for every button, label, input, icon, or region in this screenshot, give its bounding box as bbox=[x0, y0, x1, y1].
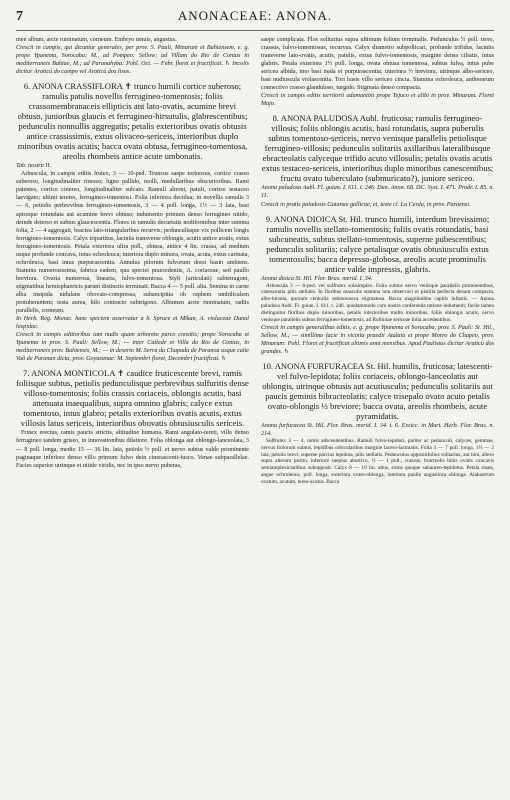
species-heading: 9. ANONA DIOICA St. Hil. trunco humili, interdum brevissimo; ramulis novellis stellato-tomentosis; foliis ovatis rotundatis, basi subcuneatis, subtus stellato-tomentosis, superne pubescentibus; pedunculis solitariis; calyce petalisque ovatis obtusiusculis extus tomentosulis; bacca depresso-globosa, areolis acute prominulis antice valde impressis, glabris. bbox=[265, 213, 490, 274]
citation-paragraph: Crescit in campis, qui dicuntur generales, per prov. S. Pauli, Minarum et Bahiensem, e. g. prope Ypanema, Sorocaba; M., ad Pompeo: Sellow; ad Villam do Rio de Contas in mediterraneis Bahiae, M.; ad Paranahyba: Pohl. Oct. — Febr. floret et fructificat. ♄ Incolis dicitur Araticú do campo vel Araticú dos lisos. bbox=[16, 45, 249, 76]
description-paragraph: Frutex erectus, ramis paucis strictis, altitudine humana. Rami angulato-tereti, villo denso ferrugineo tandem griseo, in innovationibus dilatiore. Folia oblonga aut oblongo-lanceolata, 3 — 8 poll. longa, medio 15 — 36 lin. lata, petiolo ½ poll. et nervo subtus valde prominente paginaque inferiore denso villo primum fulvo dein cinerascenti-fusco. Venae subparallelae. Facies superior utrinque et nitide viridis, nec in ipso nervo puberas, bbox=[16, 430, 249, 469]
citation-paragraph: Crescit in pratis paludosis Guianae gallicae, et, teste cl. La Cerda, in prov. Paraensi. bbox=[261, 201, 471, 208]
citation-paragraph: Tab. nostra II. bbox=[16, 163, 51, 170]
page-header bbox=[16, 8, 494, 31]
description-paragraph: saepe complicata. Flos solitarius supra ultimum folium terminalis. Pedunculus ½ poll. teres, crassus, fulvo-tomentosus, recurvus. Calyx diametro subpollicari, profunde trifidus, laciniis transverse lato-ovatis, acutis, patulis, extus fulvo-tomentosis, margine densa ciliatis, intus glabris. Petala exteriora 1½ poll. longa, ovata obtusa tomentosa, subtus fulva, intus pube sericea albida, imo basi nuda et purpurascentia; interiora ½ breviora, utrinque albo-sericeo, basi nudiuscula violascentia. Tori basis villo sericeo cincta. Stamina ochroleuca, antherarum connectivo crasso glanduloso, turgido. Stigmata denso compacta. bbox=[261, 37, 494, 92]
description-paragraph: Suffrutex 3 — 4, ramis adscendentibus. Ramuli fulvo-lepidoti, pariter ac pedunculi, calyces, gemmae, nervus foliorum subtus, lepidibus orbicularibus margine lacero-laciniatis. Folia 3 — 7 poll. longa, 1½ — 2 lata, petiolo brevi, superne parcius lepidota, pilis stellatis. Pedunculus oppositifolius solitarius, aut bini, altero supra alterum posito, inferiore saepius abortivo, ½ — 1 poll., crassus, bracteolis binis ovatis concavis semiamplexicaulibus subopposit. Calyx 8 — 10 lin. altus, extus quoque subaureo-lepidotus. Petala rosea, angue ochroleuca, poll. longa, exteriora ovato-oblonga, interiora paullo angustiora oblonga. Alabastrum ovatum, acutum, tereo-acutus. Bacca bbox=[261, 437, 494, 486]
citation-paragraph: Crescit in campis editis territorii adamantini prope Tejuco et alibi in prov. Minarum. Floret Majo. bbox=[261, 93, 494, 108]
species-heading: 7. ANONA MONTICOLA ✝ caudice fruticescente brevi, ramis foliisque subtus, petiolis pedunculisque perbrevibus sulfuritis dense villoso-tomentosis; foliis crassis coriaceis, oblongis acutis, basi attenuata inaequalibus, supra omnino glabris; calyce extus tomentoso, intus glabro; petalis exterioribus ovatis acutis, extus villosis latus sericeis, interioribus obovatis obtusiusculis sericeis. bbox=[16, 368, 249, 429]
description-paragraph: Arbuscula 3 — 6-ped. vel suffrutex subsimplex. Folia subtus nervo venisque parallelis prominentibus, canescentia pilis stellatis. In floribus masculis stamina non observavi et pistilla perfecta desunt compacta, albo-hirsuta, quorum centralia submonoeca stigmatosa. Bacca magnitudine capitis infantis. — Anona paludosa Aubl. Fl. guian. I. 611. t. 246. quodammodo cum nostra conferenda ratione indumenti; facile tamen distinguitur floribus duplo minoribus, petalis interioribus multo minoribus, foliis oblongis acutis, nervo venisque parallelis subtus ferrugineo-tomentosis, ad Rolliniae sericeae folia accedentibus. bbox=[261, 282, 494, 323]
citation-paragraph: Crescit in campis editioribus tam nudis quam arboreto parco consitis; prope Sorocaba et Ypanema in prov. S. Pauli: Sellow, M.; — inter Catlede et Villa do Rio de Contas, in mediterraneis prov. Bahiensis, M.; — in deserto M. Serra da Chapada de Paranoa usque caite Vaõ de Paranan dicta, prov. Goyazanae: M. Septembri floret, Decembri fructificat. ♄ bbox=[16, 332, 249, 363]
description-paragraph: men album, arcte ruminatum, corneum. Embryo tenuis, angustus. bbox=[16, 37, 177, 43]
citation-paragraph: Anona dioica St. Hil. Flor. Bras. merid. I. 34. bbox=[261, 275, 373, 282]
citation-paragraph: Anona furfuracea St. Hil. Flor. Bras. merid. I. 34. t. 6. Exsicc. in Mart. Herb. Flor. Bras. n. 214. bbox=[261, 422, 494, 437]
citation-paragraph: In Herb. Reg. Monac. hanc speciem asservatur a b. Spruce et Mikan, A. violaceae Dunal hispidae. bbox=[16, 316, 249, 331]
left-column bbox=[16, 36, 249, 486]
page-number: 7 bbox=[16, 9, 23, 24]
description-paragraph: Arbuscula, in campis editis frutex, 3 — 10-ped. Truncus saepe tortuosus, cortice crasso suberoso, longitudinaliter rimoso; ligno pallido, molli, medullaribus obscurioribus. Rami patentes, cortice cinereo, longitudinaliter sulcato. Ramuli alterni, patuli, cortice testaceo laevigato; ultimi teretes, ferrugineo-tomentosi. Folia inferiora decidua; in novellis ramulis 3 — 6, petiolis perbrevibus ferrugineo-tomentosis, 3 — 4 poll. longa, 1½ — 3 lata, basi apiceque rotundata aut acumine brevi obtuso; indumento primum denso ferrugineo nitido, deinde deterso et subtus glaucescentia. Flores in ramulis decurtatis nodiformibus inter summa folia, 2 — 4 aggregati, bractea lato-triangularibus recurvis; pedunculisque vix pollicem longis ferrugineo-tomentosis. Calyx tripartitus, laciniis transverse oblongis, acutis antice acutis, extus ferrugineo-tomentosis. Petala exteriora ultra poll., obtusa, antice 4 lin. crassa, ad medium usque profunde concava, intus ochroleuca; interiora duplo minora, ovata, acuta, extus carinata, ochroleuca, basi intus purpurascentia. Annulus pilorum fulvorum dorsi basin ambiens. Stamina numerosissima, fabrica eadem, qua speciei praecedentis, A. coriaceae, sed paullo breviora. Ovaria numerosa, linearia, fulvo-tomentosa. Styli (articulati) subtetragoni, stigmatibus hemisphaericis parum distinctis terminati. Bacca 4 — 5 poll. alta. Semina in carne alba insipida nidulans obovato-compressa, subancipitia ob raphem umbilicalem protuberantem; testa aurea, hilo contracto subtrigono. Albumen arcte ruminatum, radiis parallelis, corneum. bbox=[16, 171, 249, 315]
running-title: ANONACEAE: ANONA. bbox=[177, 8, 333, 23]
species-heading: 8. ANONA PALUDOSA Aubl. fruticosa; ramulis ferrugineo-villosis; foliis oblongis acutis, basi rotundatis, supra puberulis subtus tomentoso-sericeis, nervo venisque parallelis petiolisque ferrugineo-villosis; pedunculis solitariis axillaribus lateralibusque ebracteolatis calyceque trifido acuto villosulis; petalis ovatis acutis extus testaceo-sericeis, interioribus duplo minoribus canescentibus; fructu ovato tuberculato (submuricato?), juniore sericeo. bbox=[261, 113, 494, 184]
citation-paragraph: Crescit in campis generalibus editis, e. g. prope Ypanema et Sorocaba, prov. S. Pauli: St. Hil., Sellow, M.; — simillima facie in vicinia praedii Atalaia et prope Morro do Chapeo, prov. Minarum: Pohl. Floret et fructificat ultimis anni mensibus. Apud Paulistas dicitur Araticú dos grandes. ♄ bbox=[261, 324, 494, 355]
text-columns bbox=[16, 36, 494, 486]
citation-paragraph: Anona paludosa Aubl. Fl. guian. I. 611. t. 246. Dun. Anon. 68. DC. Syst. I. 471. Prodr. I. 85. n. 11. bbox=[261, 185, 494, 200]
right-column bbox=[261, 36, 494, 486]
species-heading: 10. ANONA FURFURACEA St. Hil. humilis, fruticosa; latescenti-vel fulvo-lepidota; foliis coriaceis, oblongo-lanceolatis aut oblongis, utrinque obtusis aut acutiusculis; pedunculis solitariis aut paucis geminis bibracteolatis; calyce trisepalo ovato acuto petalis ovato-oblongis ½ breviore; bacca ovata, areolis rhombeis, acute pyramidatis. bbox=[262, 360, 493, 421]
species-heading: 6. ANONA CRASSIFLORA ✝ trunco humili cortice suberoso; ramulis patulis novellis ferrugineo-tomentosis; foliis crassomembranaceis ellipticis ant lato-ovatis, acumine brevi obtuso, junioribus glaucis et ferrugineo-hirsutulis, glabrescentibus; pedunculis nonnullis aggregatis; petalis exterioribus ovatis obtusis antice crassissimis, extus olivaceo-sericeis, interioribus duplo minoribus ovatis acutis; bacca ovata obtusa, ferrugineo-tomentosa, areolis rhombeis antice acute umbonatis. bbox=[17, 81, 248, 162]
